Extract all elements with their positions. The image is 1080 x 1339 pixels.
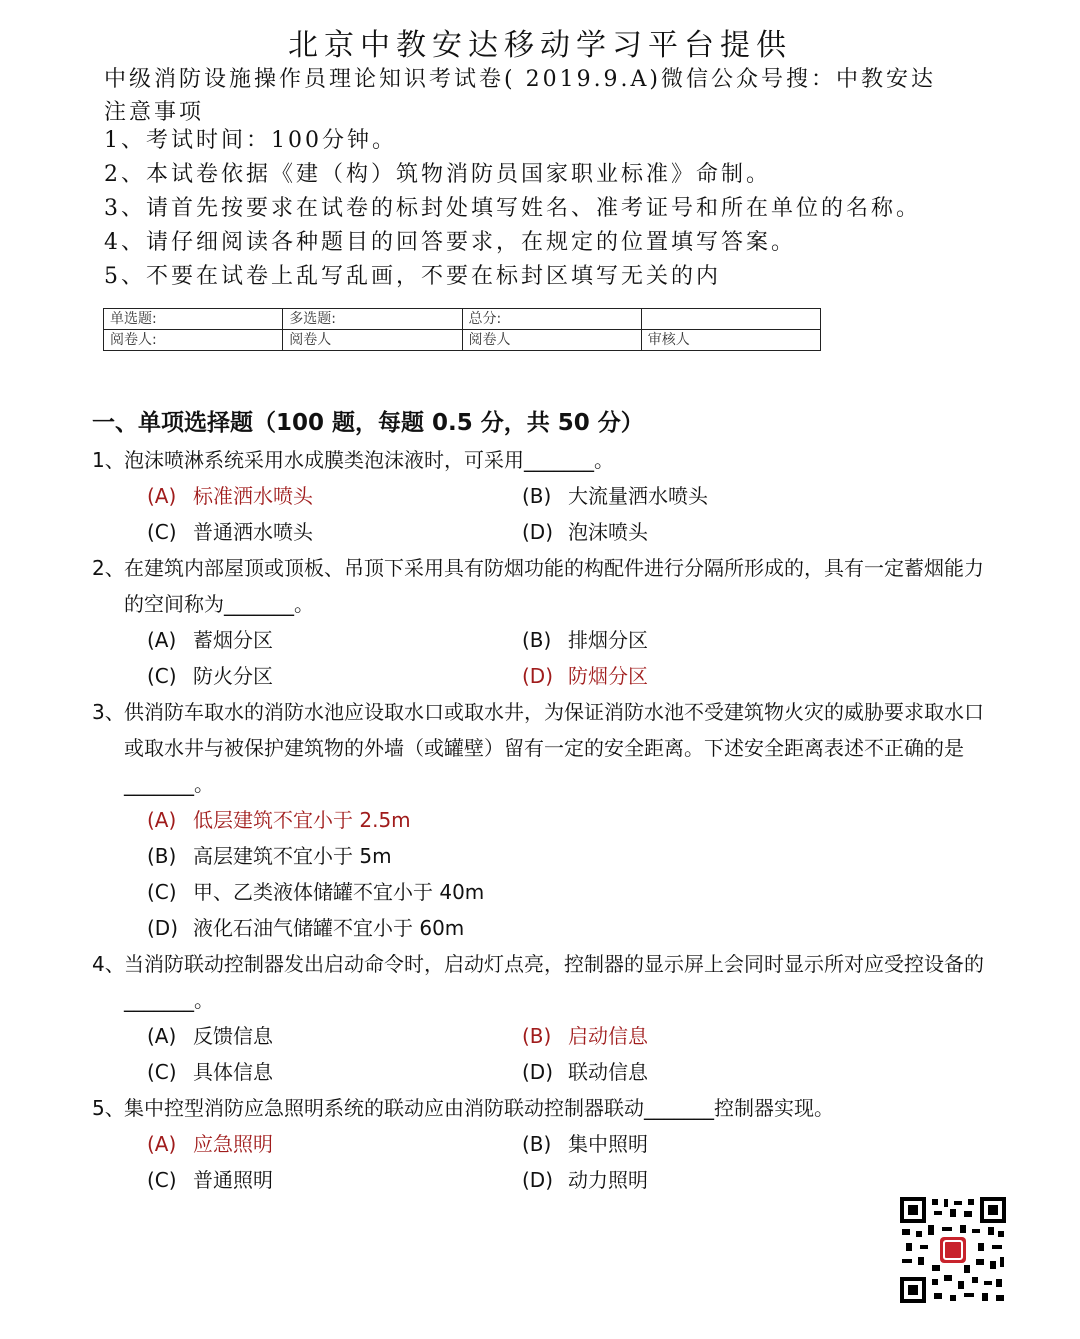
question-item [92,1090,1002,1198]
option-text: 集中照明 [568,1132,648,1156]
option-text: 甲、乙类液体储罐不宜小于 40m [193,880,485,904]
option-letter: (C) [147,1060,177,1084]
notice-item: 4、请仔细阅读各种题目的回答要求，在规定的位置填写答案。 [104,230,796,255]
question-number: 4、 [92,952,125,976]
option-c [147,874,1002,910]
question-stem [92,442,1002,478]
option-text: 防火分区 [193,664,273,688]
option-a [147,802,1002,838]
question-text: 泡沫喷淋系统采用水成膜类泡沫液时，可采用_______。 [124,448,614,472]
option-letter: (D) [147,916,179,940]
option-letter: (C) [147,880,177,904]
exam-subtitle: 中级消防设施操作员理论知识考试卷( 2019.9.A)微信公众号搜：中教安达 [104,67,937,92]
score-row [104,309,821,330]
question-stem [92,946,1002,1018]
question-stem [92,694,1002,802]
option-letter: (C) [147,520,177,544]
option-b [522,622,897,658]
question-item [92,694,1002,946]
notice-item: 1、考试时间：100分钟。 [104,128,397,153]
option-c [147,1054,522,1090]
option-group [92,802,1002,946]
question-number: 3、 [92,700,125,724]
notice-item: 2、本试卷依据《建（构）筑物消防员国家职业标准》命制。 [104,162,771,187]
grader-cell: 审核人 [641,330,820,351]
option-d [522,514,897,550]
option-text: 反馈信息 [193,1024,273,1048]
option-letter: (B) [147,844,177,868]
option-text: 防烟分区 [568,664,648,688]
option-group [92,478,1002,550]
option-letter: (D) [522,520,554,544]
option-letter: (B) [522,1024,552,1048]
option-d [147,910,1002,946]
option-text: 普通照明 [193,1168,273,1192]
notice-heading: 注意事项 [104,100,205,125]
option-text: 排烟分区 [568,628,648,652]
option-letter: (D) [522,1168,554,1192]
option-d [522,1162,897,1198]
grader-cell: 阅卷人 [462,330,641,351]
option-text: 动力照明 [568,1168,648,1192]
option-b [522,1126,897,1162]
option-text: 泡沫喷头 [568,520,648,544]
option-letter: (A) [147,1024,177,1048]
option-b [522,1018,897,1054]
option-text: 具体信息 [193,1060,273,1084]
option-text: 液化石油气储罐不宜小于 60m [193,916,465,940]
question-text: 供消防车取水的消防水池应设取水口或取水井，为保证消防水池不受建筑物火灾的威胁要求取水口或取水井与被保护建筑物的外墙（或罐壁）留有一定的安全距离。下述安全距离表述不正确的是_______。 [124,700,984,796]
option-text: 蓄烟分区 [193,628,273,652]
option-a [147,622,522,658]
document-title: 北京中教安达移动学习平台提供 [288,28,792,63]
option-text: 联动信息 [568,1060,648,1084]
section-title: 一、单项选择题（100 题，每题 0.5 分，共 50 分） [92,410,644,436]
score-cell: 总分: [462,309,641,330]
option-letter: (C) [147,1168,177,1192]
question-number: 2、 [92,556,125,580]
qr-code-graphic [898,1195,1008,1305]
question-text: 在建筑内部屋顶或顶板、吊顶下采用具有防烟功能的构配件进行分隔所形成的，具有一定蓄烟能力的空间称为_______。 [124,556,984,616]
option-c [147,514,522,550]
grader-cell: 阅卷人: [104,330,283,351]
option-text: 标准洒水喷头 [193,484,313,508]
option-c [147,658,522,694]
question-text: 集中控型消防应急照明系统的联动应由消防联动控制器联动_______控制器实现。 [124,1096,834,1120]
option-b [147,838,1002,874]
question-item [92,946,1002,1090]
option-letter: (A) [147,1132,177,1156]
notice-item: 3、请首先按要求在试卷的标封处填写姓名、准考证号和所在单位的名称。 [104,196,921,221]
question-number: 5、 [92,1096,125,1120]
grader-cell: 阅卷人 [283,330,462,351]
option-group [92,1018,1002,1090]
question-item [92,550,1002,694]
question-item [92,442,1002,550]
option-text: 高层建筑不宜小于 5m [193,844,392,868]
option-letter: (B) [522,1132,552,1156]
question-stem [92,550,1002,622]
option-a [147,1018,522,1054]
option-group [92,622,1002,694]
question-text: 当消防联动控制器发出启动命令时，启动灯点亮，控制器的显示屏上会同时显示所对应受控设备的_______。 [124,952,984,1012]
option-text: 启动信息 [568,1024,648,1048]
option-text: 应急照明 [193,1132,273,1156]
option-letter: (A) [147,628,177,652]
option-b [522,478,897,514]
notice-item: 5、不要在试卷上乱写乱画，不要在标封区填写无关的内 [104,264,721,289]
option-text: 低层建筑不宜小于 2.5m [193,808,411,832]
qr-code-icon [898,1195,1008,1305]
option-c [147,1162,522,1198]
option-letter: (D) [522,664,554,688]
option-a [147,478,522,514]
option-text: 大流量洒水喷头 [568,484,708,508]
option-d [522,658,897,694]
option-letter: (B) [522,628,552,652]
option-letter: (B) [522,484,552,508]
option-letter: (C) [147,664,177,688]
question-stem [92,1090,1002,1126]
option-letter: (D) [522,1060,554,1084]
option-group [92,1126,1002,1198]
question-list [92,442,1002,1198]
score-cell [641,309,820,330]
grader-row [104,330,821,351]
option-letter: (A) [147,808,177,832]
question-number: 1、 [92,448,125,472]
option-d [522,1054,897,1090]
score-cell: 单选题: [104,309,283,330]
score-table [103,308,821,351]
option-text: 普通洒水喷头 [193,520,313,544]
option-a [147,1126,522,1162]
score-cell: 多选题: [283,309,462,330]
notice-list [0,128,921,298]
option-letter: (A) [147,484,177,508]
